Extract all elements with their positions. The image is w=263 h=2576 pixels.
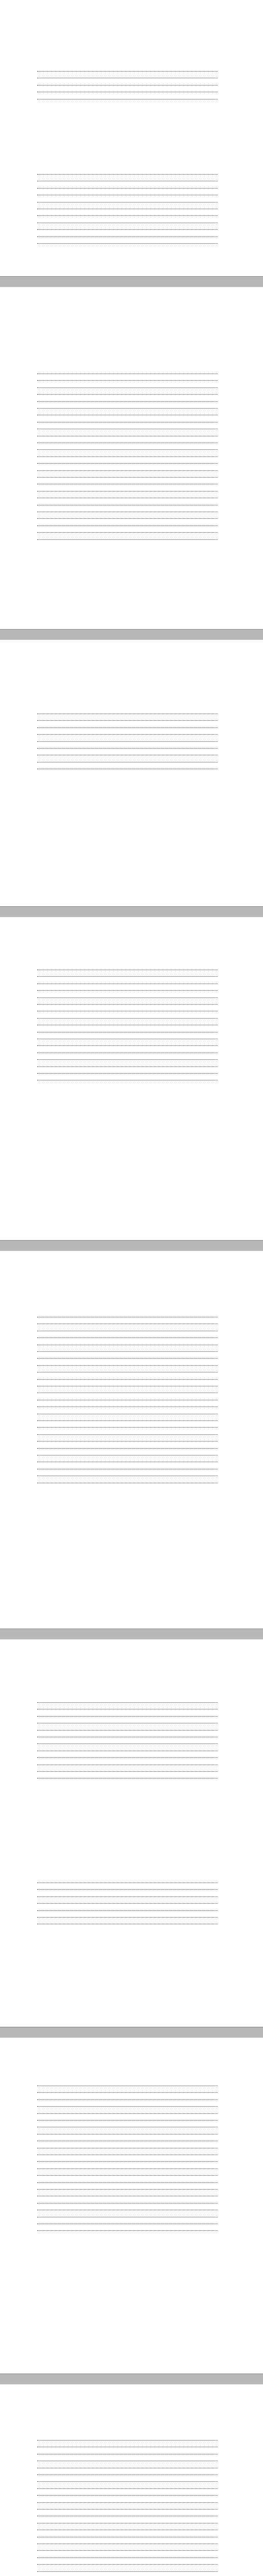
dot-leader xyxy=(37,229,218,230)
document-page xyxy=(0,1660,263,2038)
toc-entry xyxy=(37,507,229,514)
toc-entry xyxy=(37,514,229,520)
dot-leader xyxy=(37,532,218,533)
dot-leader xyxy=(37,2182,218,2183)
dot-leader xyxy=(37,1018,218,1019)
toc-entry xyxy=(37,487,229,493)
toc-entry xyxy=(37,1021,229,1027)
toc-entry xyxy=(37,1402,229,1409)
toc-entry xyxy=(37,2546,229,2552)
toc-entry xyxy=(37,1479,229,1485)
toc-entry xyxy=(37,404,229,410)
toc-entry xyxy=(37,2109,229,2115)
toc-entry xyxy=(37,1437,229,1443)
dot-leader xyxy=(37,990,218,991)
toc-entry xyxy=(37,709,229,716)
toc-entry xyxy=(37,2171,229,2177)
toc-entry xyxy=(37,2123,229,2129)
document-page xyxy=(0,2058,263,2384)
toc-entry xyxy=(37,1055,229,1061)
toc-entry xyxy=(37,2498,229,2504)
dot-leader xyxy=(37,2550,218,2551)
toc-entry xyxy=(37,211,229,217)
toc-entry xyxy=(37,2443,229,2449)
toc-entry xyxy=(37,2199,229,2205)
toc-entry xyxy=(37,1319,229,1326)
toc-entry xyxy=(37,2116,229,2122)
dot-leader xyxy=(37,1896,218,1897)
dot-leader xyxy=(37,215,218,216)
toc-entry xyxy=(37,452,229,459)
toc-entry xyxy=(37,993,229,999)
toc-entry xyxy=(37,2164,229,2171)
toc-entry xyxy=(37,1361,229,1367)
toc-entry xyxy=(37,2144,229,2150)
toc-entry xyxy=(37,716,229,722)
toc-entry xyxy=(37,376,229,382)
dot-leader xyxy=(37,2564,218,2565)
toc-entry xyxy=(37,2157,229,2163)
dot-leader xyxy=(37,1448,218,1449)
dot-leader xyxy=(37,1910,218,1911)
toc-entry xyxy=(37,480,229,486)
dot-leader xyxy=(37,997,218,998)
dot-leader xyxy=(37,1889,218,1890)
toc-entry xyxy=(37,1014,229,1020)
toc-entry xyxy=(37,501,229,507)
section-heading xyxy=(37,2347,229,2353)
dot-leader xyxy=(37,2571,218,2572)
toc-entry xyxy=(37,979,229,986)
toc-entry xyxy=(37,1076,229,1082)
dot-leader xyxy=(37,2161,218,2162)
dot-leader xyxy=(37,477,218,478)
page-edge-shadow xyxy=(0,2374,263,2384)
dot-leader xyxy=(37,2099,218,2100)
dot-leader xyxy=(37,1066,218,1067)
toc-entry xyxy=(37,198,229,204)
dot-leader xyxy=(37,456,218,457)
section-heading xyxy=(37,953,229,959)
dot-leader xyxy=(37,243,218,244)
dot-leader xyxy=(37,491,218,492)
dot-leader xyxy=(37,188,218,189)
toc-entry xyxy=(37,1726,229,1732)
dot-leader xyxy=(37,1365,218,1366)
toc-entry xyxy=(37,2178,229,2184)
toc-entry xyxy=(37,1885,229,1891)
toc-entry xyxy=(37,1354,229,1360)
dot-leader xyxy=(37,539,218,540)
dot-leader xyxy=(37,727,218,728)
toc-entry xyxy=(37,1341,229,1347)
toc-entry xyxy=(37,1041,229,1047)
toc-entry xyxy=(37,1712,229,1718)
toc-entry xyxy=(37,418,229,424)
dot-leader xyxy=(37,85,218,86)
toc-entry xyxy=(37,466,229,472)
toc-entry xyxy=(37,1878,229,1885)
toc-entry xyxy=(37,1760,229,1767)
dot-leader xyxy=(37,2440,218,2441)
toc-entry xyxy=(37,972,229,978)
toc-entry xyxy=(37,2213,229,2219)
dot-leader xyxy=(37,976,218,977)
toc-entry xyxy=(37,67,229,73)
dot-leader xyxy=(37,1420,218,1421)
toc-entry xyxy=(37,737,229,743)
dot-leader xyxy=(37,1917,218,1918)
toc-entry xyxy=(37,390,229,396)
toc-entry xyxy=(37,744,229,750)
toc-entry xyxy=(37,2226,229,2232)
dot-leader xyxy=(37,380,218,381)
dot-leader xyxy=(37,408,218,409)
toc-entry xyxy=(37,1062,229,1069)
toc-entry xyxy=(37,369,229,376)
dot-leader xyxy=(37,2203,218,2204)
toc-entry xyxy=(37,177,229,183)
toc-entry xyxy=(37,2574,229,2576)
section-heading xyxy=(37,1866,229,1872)
toc-entry xyxy=(37,1920,229,1926)
toc-entry xyxy=(37,751,229,757)
toc-entry xyxy=(37,2450,229,2456)
toc-entry xyxy=(37,1347,229,1353)
toc-entry xyxy=(37,1430,229,1436)
dot-leader xyxy=(37,2175,218,2176)
toc-entry xyxy=(37,758,229,764)
toc-entry xyxy=(37,1035,229,1041)
toc-entry xyxy=(37,1007,229,1013)
toc-entry xyxy=(37,2526,229,2532)
toc-entry xyxy=(37,1471,229,1478)
dot-leader xyxy=(37,1073,218,1074)
toc-entry xyxy=(37,1333,229,1340)
dot-leader xyxy=(37,1730,218,1731)
toc-entry xyxy=(37,1000,229,1006)
dot-leader xyxy=(37,748,218,749)
section-heading xyxy=(37,1686,229,1692)
toc-entry xyxy=(37,95,229,101)
dot-leader xyxy=(37,174,218,175)
page-edge-shadow xyxy=(0,906,263,917)
dot-leader xyxy=(37,2120,218,2121)
section-heading xyxy=(37,155,229,161)
dot-leader xyxy=(37,449,218,450)
toc-entry xyxy=(37,2436,229,2442)
toc-entry xyxy=(37,184,229,190)
toc-entry xyxy=(37,2081,229,2088)
dot-leader xyxy=(37,1427,218,1428)
dot-leader xyxy=(37,2481,218,2482)
toc-entry xyxy=(37,1913,229,1919)
dot-leader xyxy=(37,1337,218,1338)
toc-entry xyxy=(37,2505,229,2511)
toc-entry xyxy=(37,2470,229,2477)
toc-entry xyxy=(37,1705,229,1711)
toc-entry xyxy=(37,1313,229,1319)
dot-leader xyxy=(37,2113,218,2114)
dot-leader xyxy=(37,2230,218,2231)
toc-entry xyxy=(37,1028,229,1034)
dot-leader xyxy=(37,1351,218,1352)
dot-leader xyxy=(37,1743,218,1744)
toc-entry xyxy=(37,2130,229,2136)
toc-entry xyxy=(37,1388,229,1395)
dot-leader xyxy=(37,1771,218,1772)
toc-entry xyxy=(37,445,229,451)
toc-entry xyxy=(37,2539,229,2546)
toc-entry xyxy=(37,1698,229,1704)
dot-leader xyxy=(37,394,218,395)
toc-entry xyxy=(37,1906,229,1912)
toc-entry xyxy=(37,535,229,541)
toc-entry xyxy=(37,1423,229,1429)
toc-entry xyxy=(37,425,229,431)
dot-leader xyxy=(37,1379,218,1380)
toc-entry xyxy=(37,1747,229,1753)
toc-entry xyxy=(37,218,229,225)
toc-entry xyxy=(37,1767,229,1773)
page-edge-shadow xyxy=(0,1240,263,1251)
toc-entry xyxy=(37,730,229,736)
toc-entry xyxy=(37,2192,229,2198)
toc-entry xyxy=(37,494,229,500)
dot-leader xyxy=(37,1716,218,1717)
document-page xyxy=(0,933,263,1251)
toc-entry xyxy=(37,2560,229,2566)
toc-entry xyxy=(37,2137,229,2143)
dot-leader xyxy=(37,1059,218,1060)
toc-entry xyxy=(37,1892,229,1899)
dot-leader xyxy=(37,2502,218,2503)
dot-leader xyxy=(37,470,218,471)
dot-leader xyxy=(37,463,218,464)
dot-leader xyxy=(37,71,218,72)
toc-entry xyxy=(37,1368,229,1374)
toc-entry xyxy=(37,1753,229,1759)
toc-entry xyxy=(37,2088,229,2094)
toc-entry xyxy=(37,2185,229,2191)
toc-entry xyxy=(37,74,229,80)
dot-leader xyxy=(37,1702,218,1703)
page-edge-shadow xyxy=(0,629,263,640)
toc-entry xyxy=(37,232,229,239)
toc-entry xyxy=(37,1069,229,1075)
toc-entry xyxy=(37,2553,229,2560)
toc-entry xyxy=(37,88,229,94)
dot-leader xyxy=(37,387,218,388)
dot-leader xyxy=(37,1406,218,1407)
toc-entry xyxy=(37,2456,229,2463)
document-page xyxy=(0,308,263,640)
toc-entry xyxy=(37,1739,229,1745)
page-edge-shadow xyxy=(0,2027,263,2038)
toc-entry xyxy=(37,2102,229,2108)
toc-entry xyxy=(37,397,229,403)
dot-leader xyxy=(37,2106,218,2107)
toc-entry xyxy=(37,225,229,231)
dot-leader xyxy=(37,1903,218,1904)
dot-leader xyxy=(37,2168,218,2169)
toc-entry xyxy=(37,239,229,245)
dot-leader xyxy=(37,734,218,735)
dot-leader xyxy=(37,236,218,237)
toc-entry xyxy=(37,1451,229,1457)
toc-entry xyxy=(37,205,229,211)
document-page xyxy=(0,2405,263,2576)
dot-leader xyxy=(37,2189,218,2190)
dot-leader xyxy=(37,2092,218,2093)
toc-entry xyxy=(37,1733,229,1739)
dot-leader xyxy=(37,1434,218,1435)
toc-entry xyxy=(37,2219,229,2226)
toc-entry xyxy=(37,383,229,389)
toc-entry xyxy=(37,986,229,992)
dot-leader xyxy=(37,741,218,742)
toc-entry xyxy=(37,1327,229,1333)
toc-entry xyxy=(37,2464,229,2470)
toc-entry xyxy=(37,411,229,417)
toc-entry xyxy=(37,765,229,771)
toc-entry xyxy=(37,1382,229,1388)
dot-leader xyxy=(37,720,218,721)
toc-entry xyxy=(37,2491,229,2497)
toc-entry xyxy=(37,965,229,972)
toc-entry xyxy=(37,2150,229,2157)
dot-leader xyxy=(37,1757,218,1758)
toc-entry xyxy=(37,1444,229,1450)
toc-entry xyxy=(37,473,229,479)
toc-entry xyxy=(37,459,229,465)
toc-entry xyxy=(37,1375,229,1381)
toc-entry xyxy=(37,2512,229,2518)
page-edge-shadow xyxy=(0,276,263,287)
toc-entry xyxy=(37,1416,229,1422)
toc-entry xyxy=(37,2519,229,2525)
toc-entry xyxy=(37,2095,229,2102)
document-page xyxy=(0,660,263,917)
toc-entry xyxy=(37,1719,229,1725)
toc-entry xyxy=(37,2567,229,2573)
toc-entry xyxy=(37,521,229,528)
toc-entry xyxy=(37,438,229,445)
dot-leader xyxy=(37,2557,218,2558)
toc-entry xyxy=(37,1774,229,1780)
toc-entry xyxy=(37,528,229,534)
dot-leader xyxy=(37,1358,218,1359)
toc-entry xyxy=(37,1899,229,1905)
toc-entry xyxy=(37,1465,229,1471)
page-edge-shadow xyxy=(0,1629,263,1639)
dot-leader xyxy=(37,518,218,519)
dot-leader xyxy=(37,2495,218,2496)
dot-leader xyxy=(37,1045,218,1046)
toc-entry xyxy=(37,1410,229,1416)
toc-entry xyxy=(37,1458,229,1464)
toc-entry xyxy=(37,2206,229,2212)
document-page xyxy=(0,1272,263,1639)
toc-entry xyxy=(37,81,229,87)
document-page xyxy=(0,0,263,287)
toc-entry xyxy=(37,723,229,730)
toc-entry xyxy=(37,432,229,438)
dot-leader xyxy=(37,1441,218,1442)
dot-leader xyxy=(37,401,218,402)
toc-entry xyxy=(37,1048,229,1055)
dot-leader xyxy=(37,2509,218,2510)
toc-entry xyxy=(37,2477,229,2483)
toc-entry xyxy=(37,2533,229,2539)
dot-leader xyxy=(37,2488,218,2489)
section-heading xyxy=(37,1601,229,1607)
toc-entry xyxy=(37,2484,229,2490)
dot-leader xyxy=(37,1004,218,1005)
toc-entry xyxy=(37,1396,229,1402)
toc-entry xyxy=(37,170,229,176)
toc-entry xyxy=(37,191,229,197)
